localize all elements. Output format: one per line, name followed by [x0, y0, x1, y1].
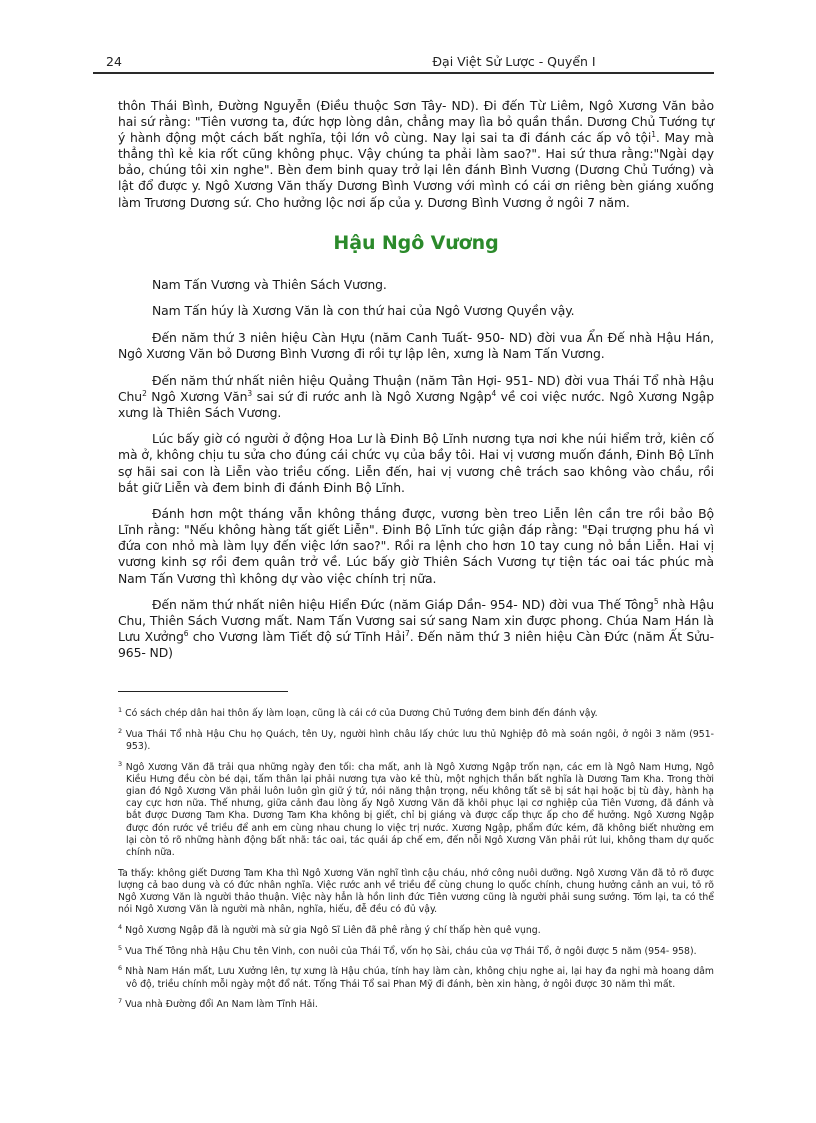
footnote-ref-3: 3 — [247, 388, 253, 398]
footnote-ref-2: 2 — [142, 388, 147, 398]
footnote-ref-4: 4 — [491, 388, 497, 398]
footnote-text: Ngô Xương Ngập đã là người mà sử gia Ngô Sĩ Liên đã phê rằng ý chí thấp hèn quê vụng. — [122, 925, 541, 937]
footnote-text: Vua Thái Tổ nhà Hậu Chu họ Quách, tên Uy, người hình châu lấy chức lưu thủ Nghiệp đô mà soán ngôi, ở ngôi 3 năm (951- 953). — [122, 728, 714, 752]
text-run: cho Vương làm Tiết độ sứ Tĩnh Hải — [188, 629, 406, 645]
footnote-6 — [118, 966, 714, 990]
paragraph: Nam Tấn húy là Xương Văn là con thứ hai của Ngô Vương Quyền vậy. — [152, 303, 575, 319]
paragraph — [118, 597, 714, 661]
text-run: thôn Thái Bình, Đường Nguyễn (Điều thuộc Sơn Tây- ND). Đi đến Từ Liêm, Ngô Xương Văn bảo hai sứ rằng: "Tiên vương ta, đức hợp lòng dân, chẳng may lìa bỏ quần thần. Dương Chủ Tướng tự ý hành động một cách bất nghĩa, tội lớn vô cùng. Nay lại sai ta đi đánh các ấp vô tội — [118, 98, 714, 146]
footnote-ref-5: 5 — [653, 597, 659, 607]
section-heading: Hậu Ngô Vương — [333, 231, 499, 254]
footnote-text: Nhà Nam Hán mất, Lưu Xưởng lên, tự xưng là Hậu chúa, tính hay làm càn, không chịu nghe ai, lại hay đa nghi mà hoang dâm vô độ, triều chính mỗi ngày một đổ nát. Tống Thái Tổ sai Phan Mỹ đi đánh, bèn xin hàng, ở ngôi được 30 năm thì mất. — [122, 966, 714, 990]
footnote-text: Ngô Xương Văn đã trải qua những ngày đen tối: cha mất, anh là Ngô Xương Ngập trốn nạn, các em là Ngô Nam Hưng, Ngô Kiều Hưng đều còn bé dại, tấm thân lại phải nương tựa vào kẻ thù, một nghịch thần bất nghĩa là Dương Tam Kha. Trong thời gian đó Ngô Xương Văn phải luôn luôn gìn giữ ý tứ, nói năng thận trọng, nếu không tất sẽ bị sát hại hoặc bị tù đày, hành hạ cay cực hơn nữa. Thế nhưng, giữa cảnh đau lòng ấy Ngô Xương Văn đã khôi phục lại cơ nghiệp của Tiên Vương, đã đánh và bắt được Dương Tam Kha. Dương Tam Kha không bị giết, chỉ bị giáng và được cấp thực ấp cho để hưởng. Ngô Xương Ngập được đón rước về triều để anh em cùng nhau chung lo việc trị nước. Xương Ngập, phẩm đức kém, đã không biết nhường em lại còn tỏ rõ những hành động bất nhã: tác oai, tác quái áp chế em, đến nỗi Ngô Xương Văn phải rút lui, không tham dự quốc chính nữa. — [122, 761, 714, 859]
footnote-number: 2 — [118, 726, 123, 735]
footnote-ref-1: 1 — [651, 130, 656, 140]
text-run: . Đến năm thứ 3 niên hiệu Càn Đức (năm Ất Sửu- 965- ND) — [118, 629, 715, 661]
footnote-ref-6: 6 — [183, 629, 189, 639]
text-run: nhà Hậu Chu, Thiên Sách Vương mất. Nam Tấn Vương sai sứ sang Nam xin được phong. Chúa Nam Hán là Lưu Xưởng — [118, 597, 714, 645]
paragraph: Lúc bấy giờ có người ở động Hoa Lư là Đinh Bộ Lĩnh nương tựa nơi khe núi hiểm trở, kiên cố mà ở, không chịu tu sửa cho đúng cái chức vụ của bầy tôi. Hai vị vương muốn đánh, Đinh Bộ Lĩnh sợ hãi sai con là Liễn vào triều cống. Liễn đến, hai vị vương chê trách sao không vào chầu, rồi bắt giữ Liễn và đem binh đi đánh Đinh Bộ Lĩnh. — [118, 431, 714, 495]
footnote-text: Vua Thế Tông nhà Hậu Chu tên Vinh, con nuôi của Thái Tổ, vốn họ Sài, cháu của vợ Thái Tổ, ở ngôi được 5 năm (954- 958). — [122, 945, 697, 957]
footnotes — [118, 705, 714, 1020]
page-header — [88, 50, 714, 72]
text-run: sai sứ đi rước anh là Ngô Xương Ngập — [252, 388, 492, 404]
running-title: Đại Việt Sử Lược - Quyển I — [432, 54, 596, 69]
footnote-separator — [118, 691, 288, 692]
footnote-3-continued: Ta thấy: không giết Dương Tam Kha thì Ngô Xương Văn nghĩ tình cậu cháu, nhớ công nuôi dưỡng. Ngô Xương Văn đã tỏ rõ được lượng cả bao dung và có đức nhân nghĩa. Việc rước anh về triều để cùng chung lo quốc chính, chung hưởng cảnh an vui, tỏ rõ Ngô Xương Văn là người thảo thuận. Việc này hẳn là hồn linh đức Tiên vương cũng là người phải sung sướng. Tóm lại, ta có thể nói Ngô Xương Văn là người mà nhân, nghĩa, hiếu, đễ đều có đủ vậy. — [118, 867, 714, 916]
footnote-number: 6 — [118, 964, 123, 973]
footnote-text: Vua nhà Đường đổi An Nam làm Tĩnh Hải. — [122, 999, 318, 1011]
paragraph-continued — [118, 98, 714, 211]
footnote-1 — [118, 705, 714, 720]
main-text — [118, 98, 714, 672]
paragraph: Nam Tấn Vương và Thiên Sách Vương. — [152, 276, 387, 292]
footnote-text: Có sách chép dân hai thôn ấy làm loạn, cũng là cái cớ của Dương Chủ Tướng đem binh đến đánh vậy. — [122, 708, 598, 719]
footnote-7 — [118, 999, 714, 1011]
text-run: về coi việc nước. Ngô Xương Ngập xưng là Thiên Sách Vương. — [118, 388, 714, 420]
paragraph: Đánh hơn một tháng vẫn không thắng được, vương bèn treo Liễn lên cần tre rồi bảo Bộ Lĩnh rằng: "Nếu không hàng tất giết Liễn". Đinh Bộ Lĩnh tức giận đáp rằng: "Đại trượng phu há vì đứa con nhỏ mà làm lụy đến việc lớn sao?". Rồi ra lệnh cho hơn 10 tay cung nỏ bắn Liễn. Hai vị vương kinh sợ rồi đem quân trở về. Lúc bấy giờ Thiên Sách Vương tự tiện tác oai tác phúc mà Nam Tấn Vương thì không dự vào việc chính trị nữa. — [118, 506, 714, 586]
footnote-number: 7 — [118, 997, 123, 1006]
footnote-ref-7: 7 — [405, 629, 410, 639]
footnote-number: 3 — [118, 759, 123, 768]
footnote-5 — [118, 943, 714, 958]
text-run: Ngô Xương Văn — [146, 388, 248, 404]
paragraph — [118, 373, 714, 421]
page-number: 24 — [106, 54, 122, 69]
paragraph: Đến năm thứ 3 niên hiệu Càn Hựu (năm Canh Tuất- 950- ND) đời vua Ẩn Đế nhà Hậu Hán, Ngô Xương Văn bỏ Dương Bình Vương đi rồi tự lập lên, xưng là Nam Tấn Vương. — [118, 329, 714, 361]
footnote-3 — [118, 759, 714, 860]
footnote-number: 5 — [118, 943, 123, 952]
text-run: Đến năm thứ nhất niên hiệu Hiển Đức (năm Giáp Dần- 954- ND) đời vua Thế Tông — [152, 597, 654, 613]
text-run: . May mà thẳng thì kẻ kia rốt cũng không phục. Vậy chúng ta phải làm sao?". Hai sứ thưa rằng:"Ngài dạy bảo, chúng tôi xin nghe". Bèn đem binh quay trở lại lên đánh Bình Vương (Dương Chủ Tướng) và lật đổ được y. Ngô Xương Văn thấy Dương Bình Vương với mình có cái ơn riêng bèn giáng xuống làm Trương Dương sứ. Cho hưởng lộc nơi ấp của y. Dương Bình Vương ở ngôi 7 năm. — [118, 130, 714, 210]
footnote-2 — [118, 726, 714, 753]
text-run: Đến năm thứ nhất niên hiệu Quảng Thuận (năm Tân Hợi- 951- ND) đời vua Thái Tổ nhà Hậu Chu — [118, 372, 714, 404]
footnote-number: 1 — [118, 705, 123, 714]
footnote-number: 4 — [118, 922, 123, 931]
header-rule — [93, 72, 714, 74]
footnote-4 — [118, 922, 714, 937]
